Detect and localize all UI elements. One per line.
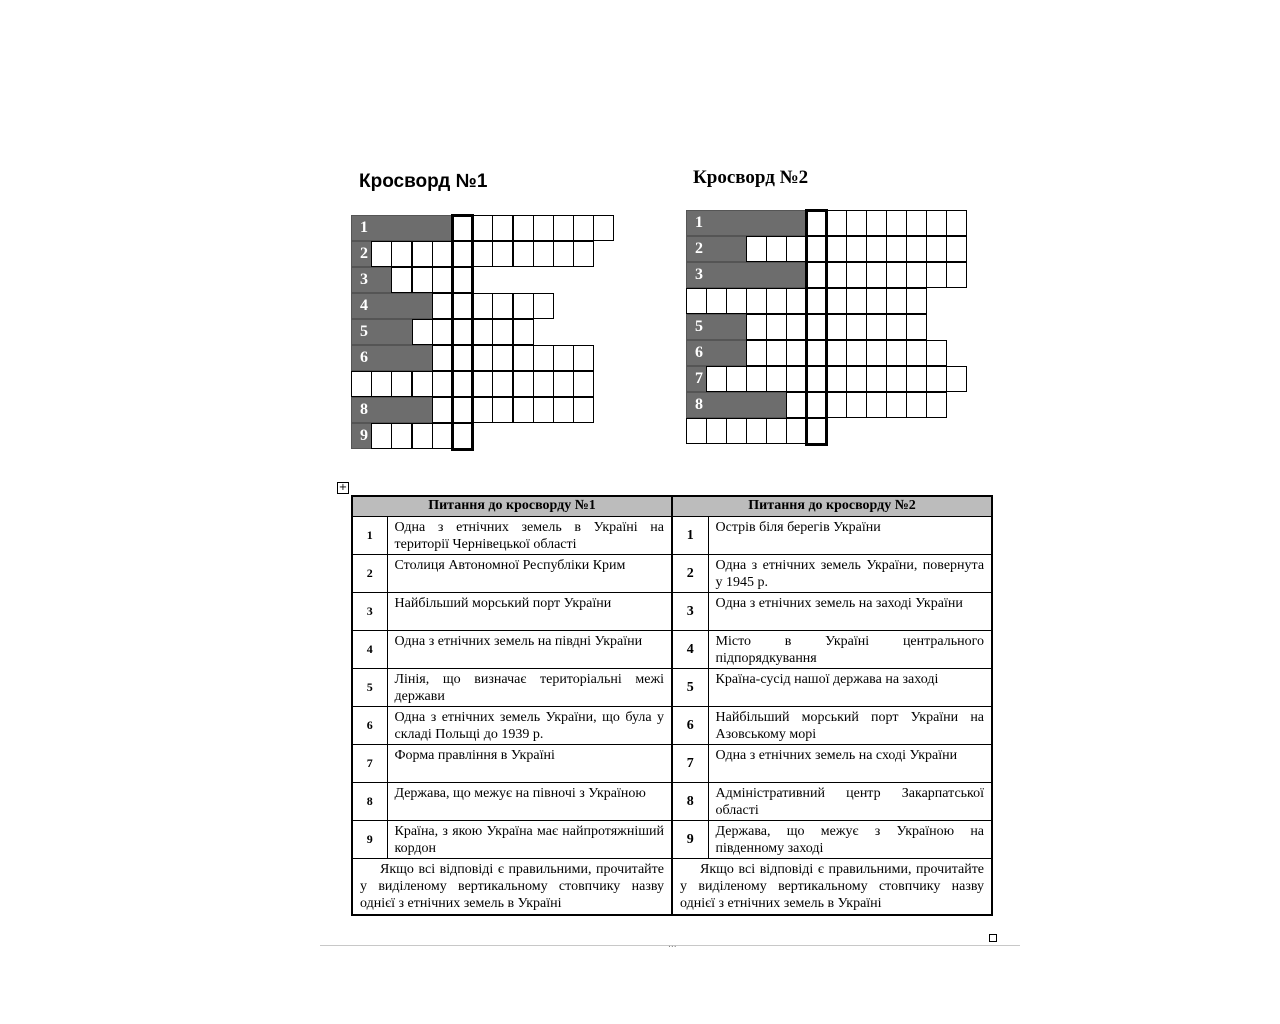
question-number-1: 2 xyxy=(352,555,387,593)
crossword-cell[interactable] xyxy=(786,340,807,366)
crossword-cell[interactable] xyxy=(846,314,867,340)
crossword-clue-number-cell xyxy=(686,210,807,236)
crossword-cell[interactable] xyxy=(726,418,747,444)
crossword-cell[interactable] xyxy=(391,267,412,293)
crossword-cell[interactable] xyxy=(432,371,453,397)
footer-crossword-2: Якщо всі відповіді є правильними, прочитайте у виділеному вертикальному стовпчику назву однієї з етнічних земель в Україні xyxy=(672,859,992,916)
crossword-cell[interactable] xyxy=(866,262,887,288)
question-number-2: 6 xyxy=(672,707,708,745)
crossword-cell[interactable] xyxy=(492,241,513,267)
crossword-cell[interactable] xyxy=(391,423,412,449)
question-text-2: Місто в Україні центрального підпорядкування xyxy=(708,631,992,669)
question-text-1: Держава, що межує на півночі з Україною xyxy=(387,783,672,821)
crossword-cell[interactable] xyxy=(553,397,574,423)
crossword-clue-number: 2 xyxy=(695,240,703,257)
crossword-clue-number: 5 xyxy=(360,323,368,340)
crossword-cell[interactable] xyxy=(432,397,453,423)
question-text-2: Одна з етнічних земель на сході України xyxy=(708,745,992,783)
crossword-cell[interactable] xyxy=(371,241,392,267)
crossword-cell[interactable] xyxy=(846,392,867,418)
crossword-cell[interactable] xyxy=(766,418,787,444)
crossword-cell[interactable] xyxy=(593,215,614,241)
crossword-cell[interactable] xyxy=(472,241,493,267)
crossword-cell[interactable] xyxy=(472,371,493,397)
crossword-cell[interactable] xyxy=(432,293,453,319)
table-row xyxy=(352,555,992,593)
crossword-cell[interactable] xyxy=(573,397,594,423)
crossword-cell[interactable] xyxy=(412,241,433,267)
crossword-cell[interactable] xyxy=(906,262,927,288)
crossword-cell[interactable] xyxy=(553,371,574,397)
crossword-cell[interactable] xyxy=(573,215,594,241)
crossword-1-title: Кросворд №1 xyxy=(359,171,488,192)
question-number-1: 7 xyxy=(352,745,387,783)
crossword-cell[interactable] xyxy=(866,288,887,314)
crossword-cell[interactable] xyxy=(886,314,907,340)
crossword-cell[interactable] xyxy=(513,215,534,241)
crossword-cell[interactable] xyxy=(826,210,847,236)
footer-crossword-1: Якщо всі відповіді є правильними, прочитайте у виділеному вертикальному стовпчику назву однієї з етнічних земель в Україні xyxy=(352,859,672,916)
crossword-cell[interactable] xyxy=(826,340,847,366)
question-text-2: Адміністративний центр Закарпатської області xyxy=(708,783,992,821)
crossword-cell[interactable] xyxy=(391,241,412,267)
crossword-cell[interactable] xyxy=(533,293,554,319)
crossword-cell[interactable] xyxy=(886,392,907,418)
crossword-cell[interactable] xyxy=(926,262,947,288)
crossword-cell[interactable] xyxy=(886,236,907,262)
question-text-1: Найбільший морський порт України xyxy=(387,593,672,631)
crossword-cell[interactable] xyxy=(513,293,534,319)
crossword-cell[interactable] xyxy=(492,397,513,423)
question-number-1: 4 xyxy=(352,631,387,669)
crossword-cell[interactable] xyxy=(726,366,747,392)
crossword-cell[interactable] xyxy=(472,397,493,423)
crossword-cell[interactable] xyxy=(926,366,947,392)
question-number-2: 2 xyxy=(672,555,708,593)
crossword-cell[interactable] xyxy=(412,423,433,449)
questions-table xyxy=(351,495,993,916)
question-number-1: 8 xyxy=(352,783,387,821)
crossword-cell[interactable] xyxy=(786,392,807,418)
crossword-cell[interactable] xyxy=(846,366,867,392)
table-row xyxy=(352,783,992,821)
crossword-cell[interactable] xyxy=(766,288,787,314)
table-row xyxy=(352,517,992,555)
crossword-cell[interactable] xyxy=(886,262,907,288)
crossword-clue-number: 3 xyxy=(695,266,703,283)
crossword-cell[interactable] xyxy=(492,293,513,319)
crossword-cell[interactable] xyxy=(766,366,787,392)
crossword-clue-number: 8 xyxy=(360,401,368,418)
crossword-cell[interactable] xyxy=(846,288,867,314)
table-row xyxy=(352,707,992,745)
crossword-cell[interactable] xyxy=(826,288,847,314)
crossword-cell[interactable] xyxy=(866,366,887,392)
crossword-cell[interactable] xyxy=(513,319,534,345)
crossword-cell[interactable] xyxy=(533,397,554,423)
crossword-clue-number-cell xyxy=(351,215,453,241)
question-number-1: 3 xyxy=(352,593,387,631)
question-number-1: 9 xyxy=(352,821,387,859)
question-text-1: Одна з етнічних земель на півдні України xyxy=(387,631,672,669)
question-text-2: Найбільший морський порт України на Азовському морі xyxy=(708,707,992,745)
question-number-2: 8 xyxy=(672,783,708,821)
crossword-cell[interactable] xyxy=(553,345,574,371)
crossword-cell[interactable] xyxy=(533,241,554,267)
crossword-clue-number-cell xyxy=(686,340,747,366)
crossword-clue-number-cell xyxy=(351,423,372,449)
crossword-cell[interactable] xyxy=(432,267,453,293)
crossword-clue-number: 8 xyxy=(695,396,703,413)
question-number-2: 5 xyxy=(672,669,708,707)
crossword-cell[interactable] xyxy=(766,340,787,366)
crossword-clue-number-cell xyxy=(686,236,747,262)
crossword-clue-number: 9 xyxy=(360,427,368,444)
crossword-cell[interactable] xyxy=(906,366,927,392)
crossword-cell[interactable] xyxy=(906,340,927,366)
crossword-cell[interactable] xyxy=(846,262,867,288)
crossword-cell[interactable] xyxy=(533,371,554,397)
crossword-cell[interactable] xyxy=(906,288,927,314)
crossword-cell[interactable] xyxy=(472,215,493,241)
page-break-marker: ... xyxy=(668,940,677,950)
crossword-cell[interactable] xyxy=(553,215,574,241)
crossword-cell[interactable] xyxy=(553,241,574,267)
crossword-clue-number: 6 xyxy=(360,349,368,366)
crossword-cell[interactable] xyxy=(371,371,392,397)
crossword-cell[interactable] xyxy=(706,366,727,392)
crossword-cell[interactable] xyxy=(926,392,947,418)
question-text-2: Одна з етнічних земель на заході України xyxy=(708,593,992,631)
crossword-cell[interactable] xyxy=(432,423,453,449)
crossword-cell[interactable] xyxy=(766,314,787,340)
crossword-clue-number: 2 xyxy=(360,245,368,262)
question-text-1: Столиця Автономної Республіки Крим xyxy=(387,555,672,593)
crossword-2-title: Кросворд №2 xyxy=(693,167,809,188)
crossword-cell[interactable] xyxy=(906,314,927,340)
crossword-cell[interactable] xyxy=(906,236,927,262)
crossword-cell[interactable] xyxy=(886,366,907,392)
table-row xyxy=(352,631,992,669)
crossword-cell[interactable] xyxy=(573,345,594,371)
crossword-cell[interactable] xyxy=(746,418,767,444)
question-number-2: 9 xyxy=(672,821,708,859)
table-row xyxy=(352,821,992,859)
crossword-clue-number-cell xyxy=(686,366,707,392)
question-number-2: 1 xyxy=(672,517,708,555)
crossword-cell[interactable] xyxy=(492,371,513,397)
question-text-1: Одна з етнічних земель в Україні на території Чернівецької області xyxy=(387,517,672,555)
crossword-cell[interactable] xyxy=(432,345,453,371)
crossword-cell[interactable] xyxy=(886,288,907,314)
crossword-cell[interactable] xyxy=(412,319,433,345)
crossword-cell[interactable] xyxy=(886,210,907,236)
crossword-cell[interactable] xyxy=(866,340,887,366)
crossword-cell[interactable] xyxy=(513,397,534,423)
crossword-clue-number: 4 xyxy=(360,297,368,314)
crossword-clue-number: 5 xyxy=(695,318,703,335)
crossword-cell[interactable] xyxy=(846,340,867,366)
crossword-cell[interactable] xyxy=(946,236,967,262)
crossword-cell[interactable] xyxy=(746,314,767,340)
crossword-cell[interactable] xyxy=(926,236,947,262)
crossword-key-column xyxy=(451,214,474,451)
crossword-cell[interactable] xyxy=(432,319,453,345)
crossword-clue-number: 3 xyxy=(360,271,368,288)
crossword-clue-number: 1 xyxy=(695,214,703,231)
crossword-cell[interactable] xyxy=(926,210,947,236)
crossword-cell[interactable] xyxy=(351,371,372,397)
crossword-cell[interactable] xyxy=(746,366,767,392)
crossword-cell[interactable] xyxy=(472,345,493,371)
crossword-cell[interactable] xyxy=(492,345,513,371)
crossword-clue-number-cell xyxy=(351,397,433,423)
crossword-cell[interactable] xyxy=(866,236,887,262)
crossword-cell[interactable] xyxy=(533,215,554,241)
crossword-clue-number-cell xyxy=(351,241,372,267)
question-text-2: Одна з етнічних земель України, повернута у 1945 р. xyxy=(708,555,992,593)
crossword-cell[interactable] xyxy=(573,371,594,397)
table-row xyxy=(352,669,992,707)
crossword-cell[interactable] xyxy=(746,340,767,366)
crossword-cell[interactable] xyxy=(513,371,534,397)
crossword-cell[interactable] xyxy=(946,366,967,392)
crossword-cell[interactable] xyxy=(432,241,453,267)
crossword-cell[interactable] xyxy=(492,215,513,241)
crossword-cell[interactable] xyxy=(533,345,554,371)
table-resize-handle[interactable] xyxy=(989,934,997,942)
crossword-cell[interactable] xyxy=(391,371,412,397)
question-text-2: Острів біля берегів України xyxy=(708,517,992,555)
crossword-clue-number: 6 xyxy=(695,344,703,361)
crossword-clue-number-cell xyxy=(686,262,807,288)
header-crossword-1: Питання до кросворду №1 xyxy=(352,496,672,517)
table-row xyxy=(352,593,992,631)
crossword-clue-number: 1 xyxy=(360,219,368,236)
crossword-cell[interactable] xyxy=(746,288,767,314)
crossword-cell[interactable] xyxy=(786,418,807,444)
crossword-cell[interactable] xyxy=(746,236,767,262)
crossword-cell[interactable] xyxy=(846,236,867,262)
question-text-1: Форма правління в Україні xyxy=(387,745,672,783)
crossword-clue-number: 7 xyxy=(695,370,703,387)
header-crossword-2: Питання до кросворду №2 xyxy=(672,496,992,517)
crossword-clue-number-cell xyxy=(351,293,433,319)
crossword-cell[interactable] xyxy=(786,314,807,340)
question-text-1: Країна, з якою Україна має найпротяжніший кордон xyxy=(387,821,672,859)
crossword-cell[interactable] xyxy=(412,267,433,293)
crossword-cell[interactable] xyxy=(371,423,392,449)
crossword-cell[interactable] xyxy=(886,340,907,366)
crossword-cell[interactable] xyxy=(866,314,887,340)
crossword-cell[interactable] xyxy=(726,288,747,314)
crossword-cell[interactable] xyxy=(826,262,847,288)
crossword-cell[interactable] xyxy=(826,236,847,262)
crossword-cell[interactable] xyxy=(846,210,867,236)
crossword-cell[interactable] xyxy=(826,314,847,340)
crossword-cell[interactable] xyxy=(946,262,967,288)
crossword-cell[interactable] xyxy=(766,236,787,262)
question-number-2: 7 xyxy=(672,745,708,783)
crossword-clue-number-cell xyxy=(686,314,747,340)
crossword-cell[interactable] xyxy=(706,288,727,314)
crossword-clue-number-cell xyxy=(351,345,433,371)
crossword-cell[interactable] xyxy=(573,241,594,267)
crossword-cell[interactable] xyxy=(906,392,927,418)
crossword-cell[interactable] xyxy=(706,418,727,444)
crossword-cell[interactable] xyxy=(826,392,847,418)
question-text-1: Лінія, що визначає територіальні межі держави xyxy=(387,669,672,707)
question-text-2: Країна-сусід нашої держава на заході xyxy=(708,669,992,707)
crossword-clue-number-cell xyxy=(686,392,787,418)
question-number-1: 6 xyxy=(352,707,387,745)
crossword-cell[interactable] xyxy=(866,210,887,236)
crossword-cell[interactable] xyxy=(926,340,947,366)
crossword-cell[interactable] xyxy=(786,366,807,392)
question-number-2: 3 xyxy=(672,593,708,631)
question-number-1: 5 xyxy=(352,669,387,707)
table-row xyxy=(352,745,992,783)
crossword-cell[interactable] xyxy=(826,366,847,392)
question-text-2: Держава, що межує з Україною на південному заході xyxy=(708,821,992,859)
table-move-handle-icon[interactable]: + xyxy=(338,482,348,493)
crossword-cell[interactable] xyxy=(786,236,807,262)
crossword-cell[interactable] xyxy=(786,288,807,314)
crossword-cell[interactable] xyxy=(472,293,493,319)
crossword-cell[interactable] xyxy=(513,345,534,371)
crossword-cell[interactable] xyxy=(513,241,534,267)
question-number-2: 4 xyxy=(672,631,708,669)
crossword-cell[interactable] xyxy=(946,210,967,236)
crossword-cell[interactable] xyxy=(492,319,513,345)
crossword-cell[interactable] xyxy=(866,392,887,418)
crossword-cell[interactable] xyxy=(686,288,707,314)
crossword-cell[interactable] xyxy=(906,210,927,236)
crossword-clue-number-cell xyxy=(351,319,413,345)
question-text-1: Одна з етнічних земель України, що була у складі Польщі до 1939 р. xyxy=(387,707,672,745)
crossword-cell[interactable] xyxy=(412,371,433,397)
crossword-clue-number-cell xyxy=(351,267,392,293)
crossword-cell[interactable] xyxy=(686,418,707,444)
question-number-1: 1 xyxy=(352,517,387,555)
crossword-key-column xyxy=(805,209,828,446)
crossword-cell[interactable] xyxy=(472,319,493,345)
